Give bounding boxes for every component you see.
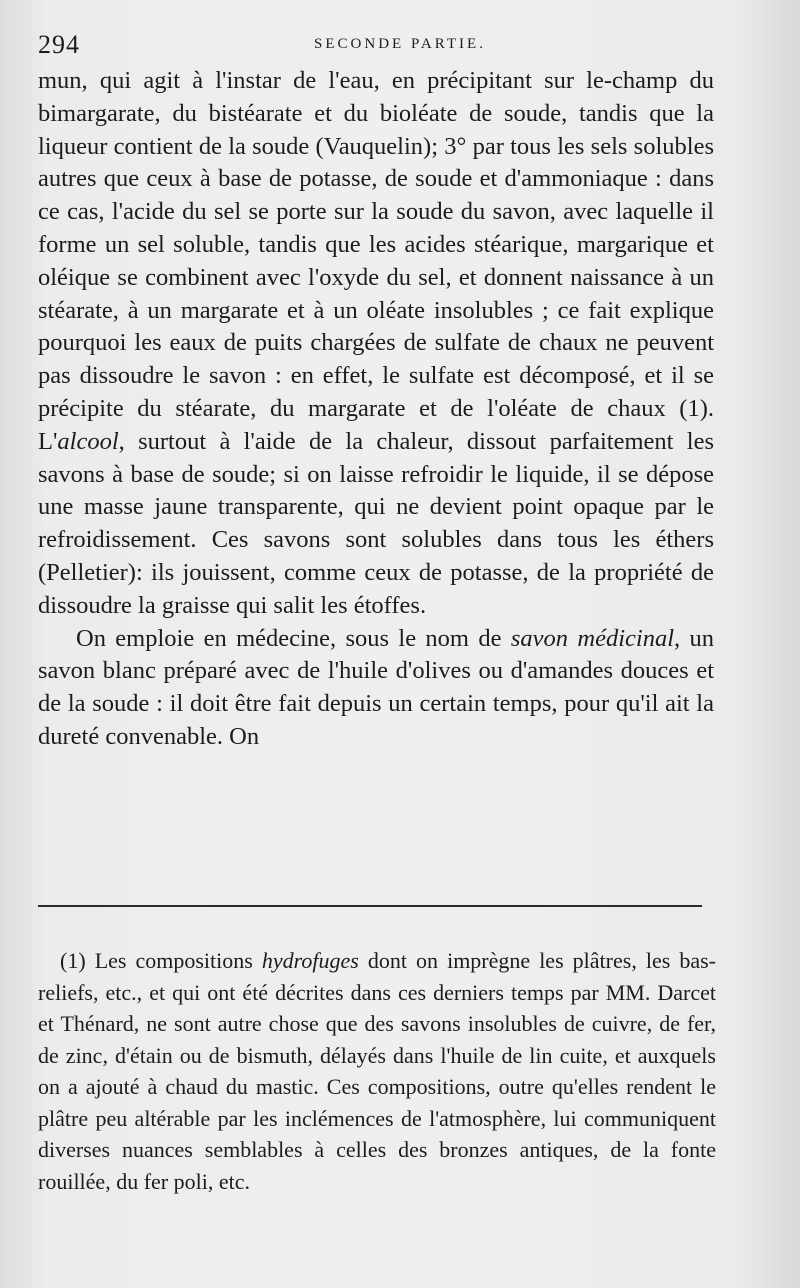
footnote-text-b: dont on imprègne les plâtres, les bas-reliefs, etc., et qui ont été décrites dans ces derniers temps par MM. Darcet et Thénard, ne sont autre chose que des savons insolubles de cuivre, de fer, de zinc, d'étain ou de bismuth, délayés dans l'huile de lin cuite, et auxquels on a ajouté à chaud du mastic. Ces compositions, outre qu'elles rendent le plâtre peu altérable par les inclémences de l'atmosphère, lui communiquent diverses nuances semblables à celles des bronzes antiques, de la fonte rouillée, du fer poli, etc. (38, 948, 716, 1194)
running-title: SECONDE PARTIE. (314, 36, 486, 52)
footnote-divider (38, 905, 702, 907)
paragraph-2-italic-term: savon médicinal (510, 624, 674, 652)
paragraph-2-text-b: , un savon blanc préparé avec de l'huile d'olives ou d'amandes douces et de la soude : il doit être fait depuis un certain temps, pour qu'il ait la dureté convenable. On (38, 624, 714, 750)
footnote (38, 945, 716, 1197)
page-header (38, 28, 762, 58)
paragraph-2-text-a: On emploie en médecine, sous le nom de (76, 624, 511, 652)
paragraph-1-text-b: , surtout à l'aide de la chaleur, dissout parfaitement les savons à base de soude; si on laisse refroidir le liquide, il se dépose une masse jaune transparente, qui ne devient point opaque par le refroidissement. Ces savons sont solubles dans tous les éthers (Pelletier): ils jouissent, comme ceux de potasse, de la propriété de dissoudre la graisse qui salit les étoffes. (38, 427, 714, 619)
paragraph-1 (38, 65, 714, 623)
paragraph-2 (38, 623, 714, 754)
paragraph-1-italic-term: alcool (57, 427, 119, 455)
paragraph-1-text-a: mun, qui agit à l'instar de l'eau, en précipitant sur le-champ du bimargarate, du bistéarate et du bioléate de soude, tandis que la liqueur contient de la soude (Vauquelin); 3° par tous les sels solubles autres que ceux à base de potasse, de soude et d'ammoniaque : dans ce cas, l'acide du sel se porte sur la soude du savon, avec laquelle il forme un sel soluble, tandis que les acides stéarique, margarique et oléique se combinent avec l'oxyde du sel, et donnent naissance à un stéarate, à un margarate et à un oléate insolubles ; ce fait explique pourquoi les eaux de puits chargées de sulfate de chaux ne peuvent pas dissoudre le savon : en effet, le sulfate est décomposé, et il se précipite du stéarate, du margarate et de l'oléate de chaux (1). L' (38, 67, 714, 455)
footnote-italic-term: hydrofuges (261, 948, 359, 973)
footnote-paragraph (38, 945, 716, 1197)
page-number: 294 (38, 30, 80, 59)
footnote-text-a: (1) Les compositions (60, 948, 262, 973)
main-text (38, 65, 714, 754)
